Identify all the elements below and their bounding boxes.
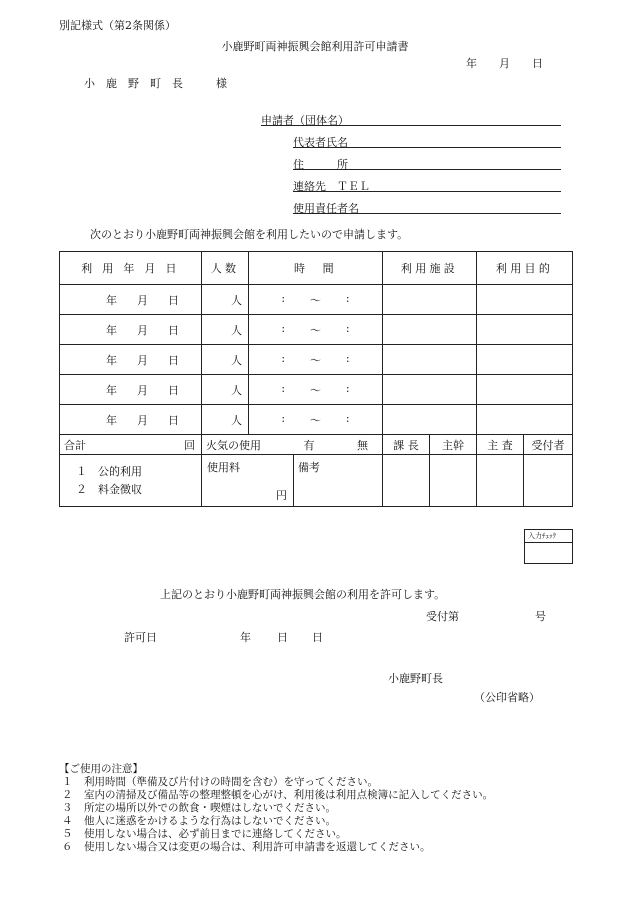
table-row xyxy=(60,315,573,345)
contact-field[interactable] xyxy=(293,191,561,192)
facility-cell[interactable] xyxy=(383,315,477,345)
form-reference: 別記様式（第2条関係） xyxy=(59,19,176,32)
form-title: 小鹿野町両神振興会館利用許可申請書 xyxy=(221,40,409,53)
applicant-group-field[interactable] xyxy=(261,125,561,126)
table-header-row xyxy=(60,252,573,285)
fee-remarks-cell xyxy=(202,455,383,507)
fee-row xyxy=(60,455,573,507)
date-cell[interactable]: 年 月 日 xyxy=(60,285,202,315)
remarks-cell[interactable] xyxy=(294,455,382,506)
header-date: 利 用 年 月 日 xyxy=(60,252,202,285)
fee-collection-option[interactable]: ２ 料金徴収 xyxy=(76,483,142,496)
intro-text: 次のとおり小鹿野町両神振興会館を利用したいので申請します。 xyxy=(90,228,409,241)
fire-use-label: 火気の使用 xyxy=(206,438,261,452)
reception-number-suffix: 号 xyxy=(535,610,546,623)
time-cell[interactable]: : ～ : xyxy=(249,345,383,375)
permit-statement: 上記のとおり小鹿野町両神振興会館の利用を許可します。 xyxy=(160,588,446,601)
remarks-label: 備考 xyxy=(298,461,320,474)
usage-table xyxy=(59,251,573,507)
fire-yes: 有 xyxy=(303,438,315,452)
stamp-receptionist[interactable] xyxy=(524,455,573,507)
table-row xyxy=(60,405,573,435)
table-row xyxy=(60,345,573,375)
facility-cell[interactable] xyxy=(383,285,477,315)
addressee: 小 鹿 野 町 長 様 xyxy=(84,77,227,90)
time-cell[interactable]: : ～ : xyxy=(249,285,383,315)
use-type-cell[interactable] xyxy=(60,455,202,507)
staff-inspector: 主 査 xyxy=(477,435,524,455)
staff-receptionist: 受付者 xyxy=(524,435,573,455)
input-check-box[interactable] xyxy=(524,529,573,564)
manager-label: 使用責任者名 xyxy=(293,202,359,215)
fee-label: 使用料 xyxy=(207,461,240,474)
total-cell[interactable]: 合計 回 xyxy=(60,435,202,455)
applicant-group-label: 申請者（団体名） xyxy=(261,114,349,127)
address-label: 住 所 xyxy=(293,158,348,171)
facility-cell[interactable] xyxy=(383,375,477,405)
date-cell[interactable]: 年 月 日 xyxy=(60,405,202,435)
time-cell[interactable]: : ～ : xyxy=(249,315,383,345)
staff-section-chief: 課 長 xyxy=(383,435,430,455)
facility-cell[interactable] xyxy=(383,405,477,435)
stamp-inspector[interactable] xyxy=(477,455,524,507)
summary-row xyxy=(60,435,573,455)
permit-day: 日 xyxy=(312,631,323,644)
representative-label: 代表者氏名 xyxy=(293,136,348,149)
table-row xyxy=(60,375,573,405)
note-item: ２ 室内の清掃及び備品等の整理整頓を心がけ、利用後は利用点検簿に記入してください。 xyxy=(62,789,494,801)
note-item: １ 利用時間（準備及び片付けの時間を含む）を守ってください。 xyxy=(62,776,378,788)
stamp-section-chief[interactable] xyxy=(383,455,430,507)
purpose-cell[interactable] xyxy=(477,315,573,345)
purpose-cell[interactable] xyxy=(477,405,573,435)
permit-date-label: 許可日 xyxy=(124,631,157,644)
fire-no: 無 xyxy=(357,438,368,452)
header-time: 時 間 xyxy=(249,252,383,285)
note-item: ６ 使用しない場合又は変更の場合は、利用許可申請書を返還してください。 xyxy=(62,841,431,853)
address-field[interactable] xyxy=(293,169,561,170)
input-check-label: 入力ﾁｪｯｸ xyxy=(525,530,572,543)
table-row xyxy=(60,285,573,315)
staff-chief: 主幹 xyxy=(430,435,477,455)
representative-field[interactable] xyxy=(293,147,561,148)
note-item: ５ 使用しない場合は、必ず前日までに連絡してください。 xyxy=(62,828,347,840)
purpose-cell[interactable] xyxy=(477,375,573,405)
application-date: 年 月 日 xyxy=(466,57,543,70)
header-purpose: 利用目的 xyxy=(477,252,573,285)
people-cell[interactable]: 人 xyxy=(202,285,249,315)
time-cell[interactable]: : ～ : xyxy=(249,405,383,435)
purpose-cell[interactable] xyxy=(477,285,573,315)
contact-label: 連絡先 ＴＥＬ xyxy=(293,180,370,193)
yen-unit: 円 xyxy=(276,489,287,502)
date-cell[interactable]: 年 月 日 xyxy=(60,345,202,375)
fee-cell[interactable] xyxy=(202,455,294,506)
header-facility: 利用施設 xyxy=(383,252,477,285)
purpose-cell[interactable] xyxy=(477,345,573,375)
notes-title: 【ご使用の注意】 xyxy=(59,763,143,775)
people-cell[interactable]: 人 xyxy=(202,405,249,435)
date-cell[interactable]: 年 月 日 xyxy=(60,315,202,345)
fire-use-cell[interactable] xyxy=(202,435,383,455)
header-people: 人数 xyxy=(202,252,249,285)
date-cell[interactable]: 年 月 日 xyxy=(60,375,202,405)
stamp-chief[interactable] xyxy=(430,455,477,507)
public-use-option[interactable]: １ 公的利用 xyxy=(76,465,142,478)
note-item: ４ 他人に迷惑をかけるような行為はしないでください。 xyxy=(62,815,336,827)
facility-cell[interactable] xyxy=(383,345,477,375)
note-item: ３ 所定の場所以外での飲食・喫煙はしないでください。 xyxy=(62,802,336,814)
manager-field[interactable] xyxy=(293,213,561,214)
seal-omitted: （公印省略） xyxy=(474,691,540,704)
people-cell[interactable]: 人 xyxy=(202,345,249,375)
time-cell[interactable]: : ～ : xyxy=(249,375,383,405)
people-cell[interactable]: 人 xyxy=(202,375,249,405)
reception-number-label: 受付第 xyxy=(426,610,459,623)
people-cell[interactable]: 人 xyxy=(202,315,249,345)
mayor-signature: 小鹿野町長 xyxy=(388,672,443,685)
permit-year: 年 xyxy=(240,631,251,644)
permit-month: 日 xyxy=(277,631,288,644)
